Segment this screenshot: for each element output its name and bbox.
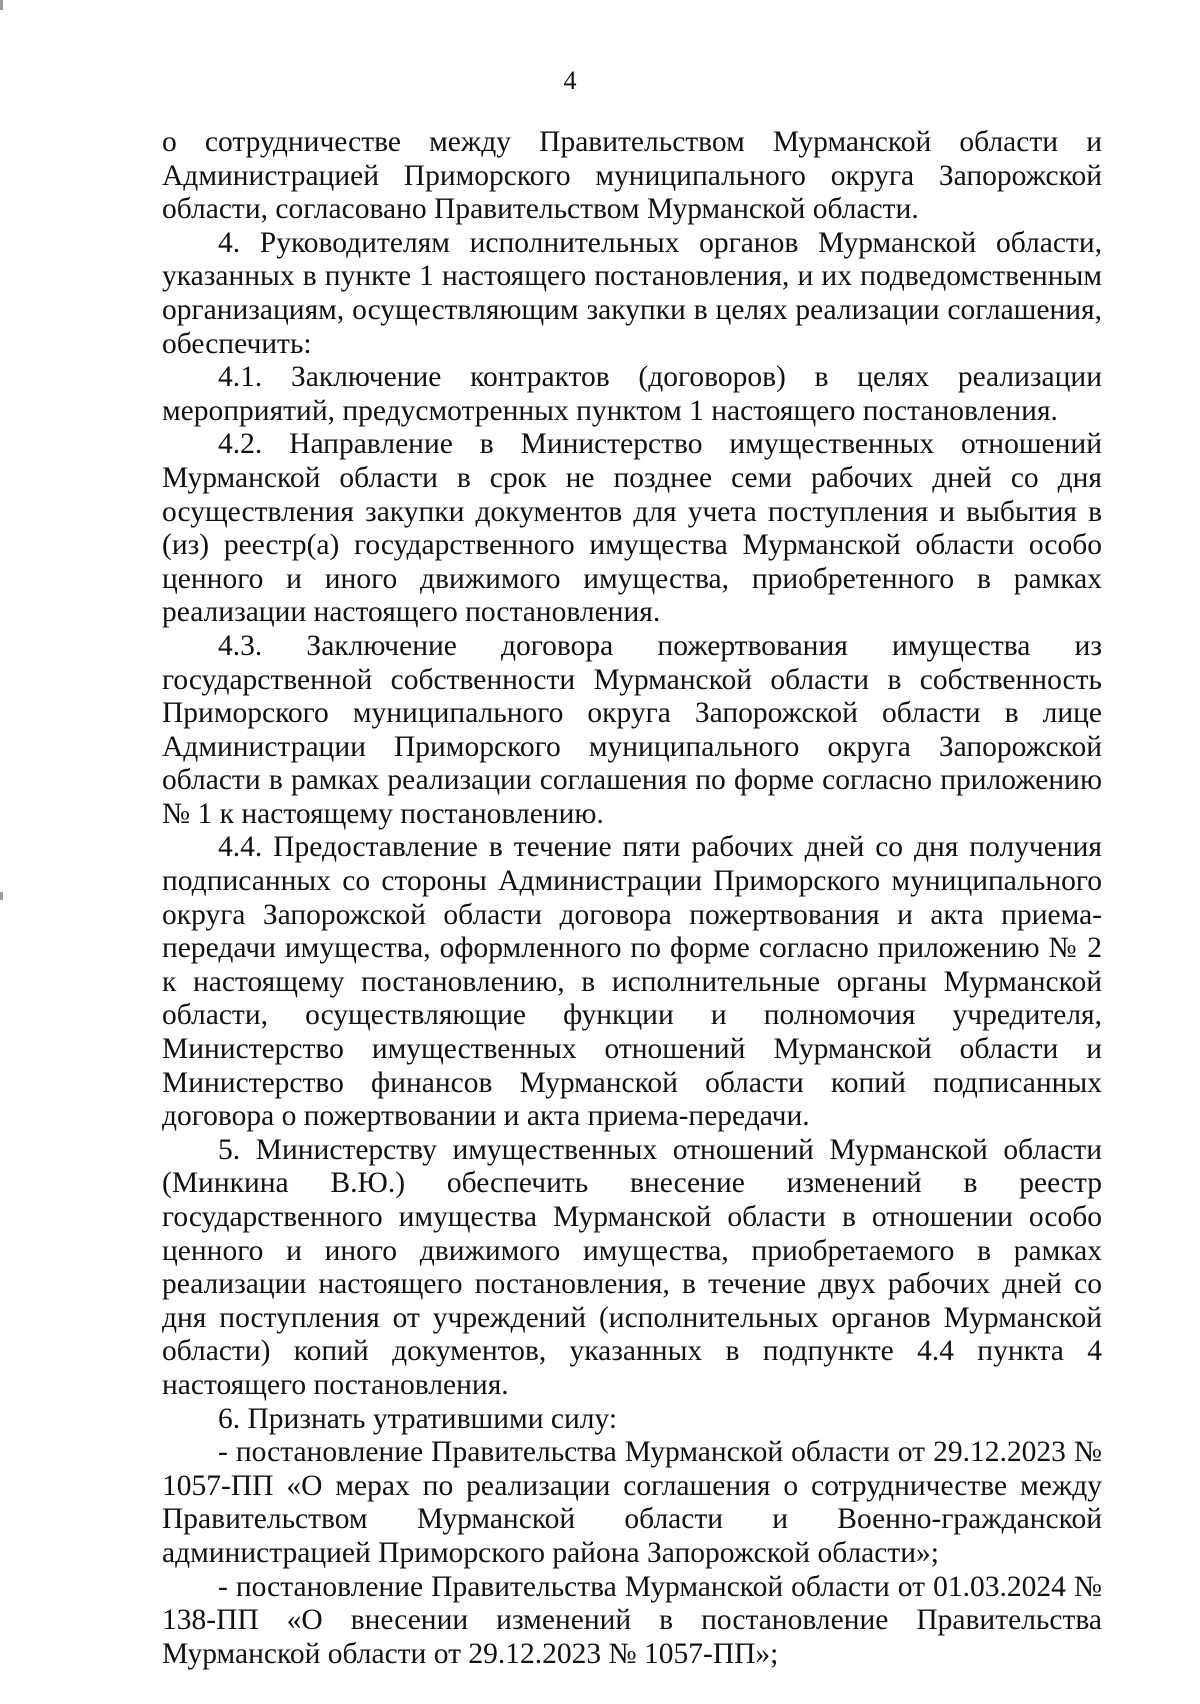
scan-edge-mark <box>0 892 3 900</box>
scan-edge-mark <box>0 0 3 10</box>
paragraph-repealed-act-1: - постановление Правительства Мурманской области от 29.12.2023 № 1057-ПП «О мерах по реализации соглашения о сотрудничестве между Правительством Мурманской области и Военно-гражданской администрацией Приморского района Запорожской области»; <box>162 1436 1102 1569</box>
paragraph-item-4: 4. Руководителям исполнительных органов Мурманской области, указанных в пункте 1 настоящего постановления, и их подведомственным организациям, осуществляющим закупки в целях реализации соглашения, обеспечить: <box>162 226 1102 360</box>
paragraph-item-6: 6. Признать утратившими силу: <box>218 1402 618 1435</box>
paragraph-continuation: о сотрудничестве между Правительством Мурманской области и Администрацией Приморского муниципального округа Запорожской области, согласовано Правительством Мурманской области. <box>162 126 1102 226</box>
page-number: 4 <box>563 66 577 95</box>
paragraph-item-4-1: 4.1. Заключение контрактов (договоров) в целях реализации мероприятий, предусмотренных пунктом 1 настоящего постановления. <box>162 361 1102 427</box>
document-body <box>162 126 1102 1671</box>
paragraph-item-5: 5. Министерству имущественных отношений Мурманской области (Минкина В.Ю.) обеспечить внесение изменений в реестр государственного имущества Мурманской области в отношении особо ценного и иного движимого имущества, приобретаемого в рамках реализации настоящего постановления, в течение двух рабочих дней со дня поступления от учреждений (исполнительных органов Мурманской области) копий документов, указанных в подпункте 4.4 пункта 4 настоящего постановления. <box>162 1133 1102 1401</box>
paragraph-item-4-4: 4.4. Предоставление в течение пяти рабочих дней со дня получения подписанных со стороны Администрации Приморского муниципального округа Запорожской области договора пожертвования и акта приема-передачи имущества, оформленного по форме согласно приложению № 2 к настоящему постановлению, в исполнительные органы Мурманской области, осуществляющие функции и полномочия учредителя, Министерство имущественных отношений Мурманской области и Министерство финансов Мурманской области копий подписанных договора о пожертвовании и акта приема-передачи. <box>162 831 1102 1133</box>
paragraph-item-4-3: 4.3. Заключение договора пожертвования имущества из государственной собственности Мурманской области в собственность Приморского муниципального округа Запорожской области в лице Администрации Приморского муниципального округа Запорожской области в рамках реализации соглашения по форме согласно приложению № 1 к настоящему постановлению. <box>162 629 1102 830</box>
paragraph-item-4-2: 4.2. Направление в Министерство имущественных отношений Мурманской области в срок не позднее семи рабочих дней со дня осуществления закупки документов для учета поступления и выбытия в (из) реестр(а) государственного имущества Мурманской области особо ценного и иного движимого имущества, приобретенного в рамках реализации настоящего постановления. <box>162 428 1102 629</box>
paragraph-repealed-act-2: - постановление Правительства Мурманской области от 01.03.2024 № 138-ПП «О внесении изменений в постановление Правительства Мурманской области от 29.12.2023 № 1057-ПП»; <box>162 1570 1102 1670</box>
